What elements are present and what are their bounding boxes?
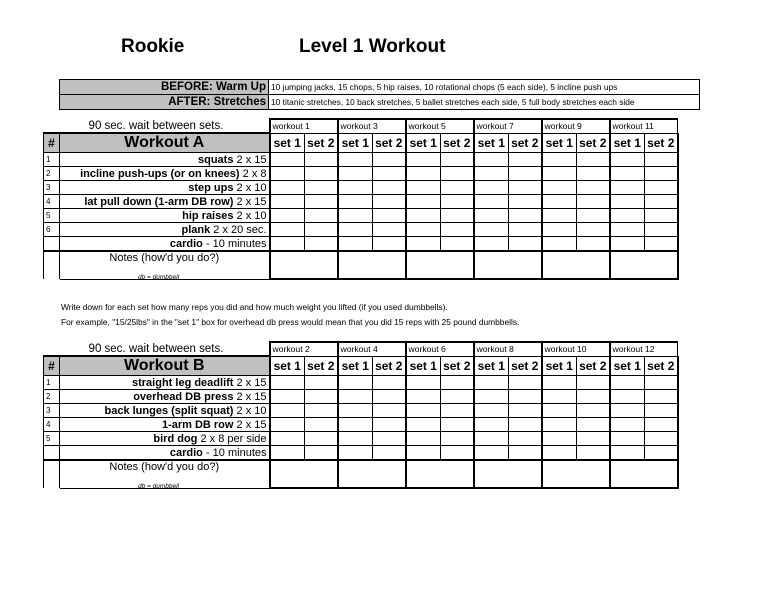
warmup-text: 10 jumping jacks, 15 chops, 5 hip raises, 10 rotational chops (5 each side), 5 incline push ups: [269, 80, 700, 95]
set-entry-cell[interactable]: [338, 404, 373, 418]
set-entry-cell[interactable]: [577, 432, 610, 446]
set-entry-cell[interactable]: [441, 223, 474, 237]
notes-cell[interactable]: [338, 460, 406, 488]
set-entry-cell[interactable]: [542, 181, 577, 195]
exercise-label: [60, 181, 270, 195]
exercise-label: [60, 167, 270, 181]
set-entry-cell[interactable]: [577, 167, 610, 181]
exercise-number: 4: [44, 418, 60, 432]
set-entry-cell[interactable]: [542, 432, 577, 446]
set-entry-cell[interactable]: [305, 209, 338, 223]
set-entry-cell[interactable]: [373, 195, 406, 209]
set-entry-cell[interactable]: [406, 153, 441, 167]
set-entry-cell[interactable]: [610, 195, 645, 209]
set-entry-cell[interactable]: [441, 418, 474, 432]
set-entry-cell[interactable]: [509, 167, 542, 181]
set-entry-cell[interactable]: [645, 181, 678, 195]
set-entry-cell[interactable]: [474, 195, 509, 209]
exercise-name: step ups: [188, 181, 234, 194]
exercise-reps: 2 x 8: [239, 167, 267, 180]
set-entry-cell[interactable]: [474, 404, 509, 418]
exercise-name: lat pull down (1-arm DB row): [84, 195, 234, 208]
workout-label: workout 8: [474, 342, 542, 356]
exercise-name: overhead DB press: [133, 390, 234, 403]
set-entry-cell[interactable]: [577, 181, 610, 195]
exercise-reps: 2 x 10: [233, 181, 267, 194]
workout-name: Workout B: [60, 356, 270, 376]
set-entry-cell[interactable]: [305, 446, 338, 461]
set-2-header: set 2: [509, 356, 542, 376]
set-entry-cell[interactable]: [645, 432, 678, 446]
set-entry-cell[interactable]: [270, 153, 305, 167]
exercise-label: [60, 223, 270, 237]
set-entry-cell[interactable]: [509, 237, 542, 252]
set-entry-cell[interactable]: [542, 195, 577, 209]
exercise-number: [44, 446, 60, 461]
set-entry-cell[interactable]: [474, 223, 509, 237]
workout-label: workout 7: [474, 119, 542, 133]
workout-label: workout 3: [338, 119, 406, 133]
set-entry-cell[interactable]: [441, 181, 474, 195]
set-1-header: set 1: [270, 133, 305, 153]
exercise-name: squats: [198, 153, 234, 166]
set-entry-cell[interactable]: [373, 418, 406, 432]
set-entry-cell[interactable]: [305, 195, 338, 209]
exercise-row: [44, 153, 678, 167]
set-entry-cell[interactable]: [542, 418, 577, 432]
set-entry-cell[interactable]: [305, 153, 338, 167]
workout-b-table: [43, 341, 679, 489]
exercise-number: 1: [44, 376, 60, 390]
set-entry-cell[interactable]: [645, 446, 678, 461]
set-entry-cell[interactable]: [373, 446, 406, 461]
workout-label: workout 2: [270, 342, 338, 356]
number-header: #: [44, 133, 60, 153]
set-entry-cell[interactable]: [577, 418, 610, 432]
exercise-reps: 2 x 10: [233, 209, 267, 222]
set-entry-cell[interactable]: [610, 418, 645, 432]
set-1-header: set 1: [474, 133, 509, 153]
set-entry-cell[interactable]: [577, 223, 610, 237]
set-entry-cell[interactable]: [305, 237, 338, 252]
set-entry-cell[interactable]: [441, 167, 474, 181]
notes-cell[interactable]: [270, 251, 338, 279]
exercise-number: [44, 237, 60, 252]
set-entry-cell[interactable]: [406, 404, 441, 418]
set-entry-cell[interactable]: [441, 446, 474, 461]
exercise-name: 1-arm DB row: [161, 418, 234, 431]
exercise-label: [60, 209, 270, 223]
set-entry-cell[interactable]: [406, 209, 441, 223]
set-entry-cell[interactable]: [645, 376, 678, 390]
set-1-header: set 1: [406, 133, 441, 153]
instructions-line-2: For example, "15/25lbs" in the "set 1" box for overhead db press would mean that you did 15 reps with 25 pound dumbbells.: [61, 317, 520, 327]
exercise-reps: 2 x 15: [233, 195, 267, 208]
set-entry-cell[interactable]: [509, 209, 542, 223]
exercise-number: 5: [44, 432, 60, 446]
set-entry-cell[interactable]: [645, 153, 678, 167]
set-entry-cell[interactable]: [577, 153, 610, 167]
set-entry-cell[interactable]: [406, 390, 441, 404]
exercise-name: plank: [181, 223, 211, 236]
notes-blank: [44, 251, 60, 279]
exercise-reps: 2 x 20 sec.: [210, 223, 267, 236]
exercise-label: [60, 418, 270, 432]
set-2-header: set 2: [645, 133, 678, 153]
set-1-header: set 1: [338, 356, 373, 376]
exercise-row: [44, 432, 678, 446]
workout-label: workout 4: [338, 342, 406, 356]
set-2-header: set 2: [373, 133, 406, 153]
set-entry-cell[interactable]: [305, 432, 338, 446]
exercise-number: 2: [44, 390, 60, 404]
set-entry-cell[interactable]: [406, 167, 441, 181]
set-1-header: set 1: [338, 133, 373, 153]
set-1-header: set 1: [542, 356, 577, 376]
set-entry-cell[interactable]: [542, 223, 577, 237]
notes-cell[interactable]: [610, 460, 678, 488]
set-entry-cell[interactable]: [305, 404, 338, 418]
set-entry-cell[interactable]: [406, 195, 441, 209]
set-1-header: set 1: [474, 356, 509, 376]
set-entry-cell[interactable]: [474, 446, 509, 461]
set-entry-cell[interactable]: [577, 390, 610, 404]
exercise-number: 1: [44, 153, 60, 167]
set-entry-cell[interactable]: [338, 153, 373, 167]
warmup-label: BEFORE: Warm Up: [60, 80, 269, 95]
set-entry-cell[interactable]: [509, 446, 542, 461]
set-entry-cell[interactable]: [474, 153, 509, 167]
set-entry-cell[interactable]: [441, 195, 474, 209]
exercise-reps: 2 x 15: [233, 418, 267, 431]
set-entry-cell[interactable]: [270, 167, 305, 181]
exercise-label: [60, 446, 270, 461]
set-entry-cell[interactable]: [373, 153, 406, 167]
set-entry-cell[interactable]: [542, 237, 577, 252]
notes-cell[interactable]: [474, 251, 542, 279]
set-entry-cell[interactable]: [577, 446, 610, 461]
set-entry-cell[interactable]: [610, 404, 645, 418]
exercise-row: [44, 167, 678, 181]
set-entry-cell[interactable]: [338, 195, 373, 209]
set-entry-cell[interactable]: [338, 432, 373, 446]
set-1-header: set 1: [610, 356, 645, 376]
exercise-label: [60, 237, 270, 252]
set-entry-cell[interactable]: [509, 418, 542, 432]
exercise-label: [60, 404, 270, 418]
workout-name: Workout A: [60, 133, 270, 153]
set-entry-cell[interactable]: [270, 209, 305, 223]
set-entry-cell[interactable]: [645, 209, 678, 223]
set-entry-cell[interactable]: [406, 432, 441, 446]
warmup-table: [59, 79, 700, 110]
set-entry-cell[interactable]: [373, 181, 406, 195]
workout-label: workout 5: [406, 119, 474, 133]
set-entry-cell[interactable]: [474, 167, 509, 181]
set-entry-cell[interactable]: [338, 223, 373, 237]
set-entry-cell[interactable]: [645, 404, 678, 418]
exercise-row: [44, 376, 678, 390]
exercise-row: [44, 446, 678, 461]
set-entry-cell[interactable]: [610, 167, 645, 181]
set-entry-cell[interactable]: [441, 376, 474, 390]
set-entry-cell[interactable]: [645, 195, 678, 209]
level-title: Rookie: [121, 36, 185, 57]
set-entry-cell[interactable]: [610, 237, 645, 252]
set-entry-cell[interactable]: [610, 432, 645, 446]
set-2-header: set 2: [441, 133, 474, 153]
set-entry-cell[interactable]: [406, 418, 441, 432]
set-1-header: set 1: [542, 133, 577, 153]
set-entry-cell[interactable]: [406, 181, 441, 195]
footnote: db = dumbbell: [138, 483, 180, 490]
set-entry-cell[interactable]: [474, 237, 509, 252]
wait-note: 90 sec. wait between sets.: [88, 119, 224, 132]
set-2-header: set 2: [577, 356, 610, 376]
workout-label: workout 10: [542, 342, 610, 356]
exercise-reps: 2 x 15: [233, 376, 267, 389]
notes-label: Notes (how'd you do?): [60, 251, 270, 279]
set-entry-cell[interactable]: [509, 390, 542, 404]
set-entry-cell[interactable]: [474, 418, 509, 432]
set-entry-cell[interactable]: [270, 376, 305, 390]
set-entry-cell[interactable]: [406, 223, 441, 237]
notes-cell[interactable]: [406, 251, 474, 279]
number-header: #: [44, 356, 60, 376]
set-entry-cell[interactable]: [509, 195, 542, 209]
set-entry-cell[interactable]: [338, 446, 373, 461]
set-entry-cell[interactable]: [338, 181, 373, 195]
exercise-name: cardio: [169, 446, 203, 459]
set-entry-cell[interactable]: [305, 390, 338, 404]
set-entry-cell[interactable]: [406, 446, 441, 461]
set-entry-cell[interactable]: [373, 404, 406, 418]
set-entry-cell[interactable]: [645, 418, 678, 432]
set-entry-cell[interactable]: [610, 153, 645, 167]
workout-label: workout 11: [610, 119, 678, 133]
set-entry-cell[interactable]: [645, 237, 678, 252]
exercise-row: [44, 181, 678, 195]
exercise-reps: - 10 minutes: [202, 446, 267, 459]
set-entry-cell[interactable]: [441, 390, 474, 404]
set-entry-cell[interactable]: [474, 432, 509, 446]
set-entry-cell[interactable]: [305, 418, 338, 432]
exercise-number: 2: [44, 167, 60, 181]
set-entry-cell[interactable]: [610, 181, 645, 195]
set-entry-cell[interactable]: [270, 446, 305, 461]
set-2-header: set 2: [373, 356, 406, 376]
set-entry-cell[interactable]: [270, 223, 305, 237]
set-entry-cell[interactable]: [270, 404, 305, 418]
exercise-row: [44, 404, 678, 418]
exercise-name: bird dog: [153, 432, 198, 445]
exercise-row: [44, 237, 678, 252]
exercise-reps: 2 x 15: [233, 390, 267, 403]
set-2-header: set 2: [305, 133, 338, 153]
set-entry-cell[interactable]: [577, 237, 610, 252]
set-entry-cell[interactable]: [509, 404, 542, 418]
exercise-label: [60, 390, 270, 404]
set-entry-cell[interactable]: [305, 376, 338, 390]
set-entry-cell[interactable]: [645, 390, 678, 404]
exercise-reps: 2 x 10: [233, 404, 267, 417]
workout-label: workout 12: [610, 342, 678, 356]
set-1-header: set 1: [270, 356, 305, 376]
exercise-reps: 2 x 8 per side: [197, 432, 267, 445]
exercise-number: 3: [44, 181, 60, 195]
exercise-number: 3: [44, 404, 60, 418]
set-entry-cell[interactable]: [338, 167, 373, 181]
set-entry-cell[interactable]: [270, 432, 305, 446]
workout-label: workout 9: [542, 119, 610, 133]
exercise-reps: 2 x 15: [233, 153, 267, 166]
set-entry-cell[interactable]: [305, 223, 338, 237]
footnote: db = dumbbell: [138, 274, 180, 281]
set-2-header: set 2: [509, 133, 542, 153]
exercise-number: 5: [44, 209, 60, 223]
exercise-label: [60, 432, 270, 446]
set-entry-cell[interactable]: [338, 390, 373, 404]
set-entry-cell[interactable]: [373, 167, 406, 181]
set-entry-cell[interactable]: [441, 237, 474, 252]
set-1-header: set 1: [406, 356, 441, 376]
notes-label: Notes (how'd you do?): [60, 460, 270, 488]
page-title: Level 1 Workout: [299, 36, 446, 57]
exercise-label: [60, 195, 270, 209]
set-entry-cell[interactable]: [474, 376, 509, 390]
set-entry-cell[interactable]: [270, 390, 305, 404]
set-entry-cell[interactable]: [406, 237, 441, 252]
set-entry-cell[interactable]: [270, 418, 305, 432]
set-entry-cell[interactable]: [542, 390, 577, 404]
set-entry-cell[interactable]: [509, 376, 542, 390]
workout-a-table: [43, 118, 679, 280]
set-entry-cell[interactable]: [305, 181, 338, 195]
exercise-row: [44, 195, 678, 209]
exercise-name: cardio: [169, 237, 203, 250]
exercise-name: straight leg deadlift: [132, 376, 234, 389]
exercise-name: hip raises: [182, 209, 234, 222]
set-entry-cell[interactable]: [338, 376, 373, 390]
wait-note: 90 sec. wait between sets.: [88, 342, 224, 355]
exercise-row: [44, 390, 678, 404]
set-entry-cell[interactable]: [610, 390, 645, 404]
set-entry-cell[interactable]: [645, 167, 678, 181]
notes-cell[interactable]: [270, 460, 338, 488]
set-entry-cell[interactable]: [577, 209, 610, 223]
exercise-reps: - 10 minutes: [202, 237, 267, 250]
set-1-header: set 1: [610, 133, 645, 153]
set-entry-cell[interactable]: [542, 167, 577, 181]
set-entry-cell[interactable]: [509, 153, 542, 167]
workout-label: workout 6: [406, 342, 474, 356]
set-entry-cell[interactable]: [474, 209, 509, 223]
set-entry-cell[interactable]: [610, 446, 645, 461]
exercise-row: [44, 209, 678, 223]
exercise-name: back lunges (split squat): [104, 404, 234, 417]
set-entry-cell[interactable]: [610, 223, 645, 237]
notes-cell[interactable]: [610, 251, 678, 279]
set-entry-cell[interactable]: [577, 376, 610, 390]
set-entry-cell[interactable]: [509, 223, 542, 237]
set-entry-cell[interactable]: [509, 432, 542, 446]
notes-blank: [44, 460, 60, 488]
exercise-label: [60, 153, 270, 167]
set-entry-cell[interactable]: [338, 237, 373, 252]
set-entry-cell[interactable]: [610, 209, 645, 223]
set-entry-cell[interactable]: [373, 376, 406, 390]
set-2-header: set 2: [645, 356, 678, 376]
exercise-number: 4: [44, 195, 60, 209]
set-entry-cell[interactable]: [542, 446, 577, 461]
set-entry-cell[interactable]: [305, 167, 338, 181]
set-entry-cell[interactable]: [441, 432, 474, 446]
exercise-number: 6: [44, 223, 60, 237]
set-entry-cell[interactable]: [610, 376, 645, 390]
notes-cell[interactable]: [338, 251, 406, 279]
set-entry-cell[interactable]: [270, 195, 305, 209]
set-entry-cell[interactable]: [338, 209, 373, 223]
set-entry-cell[interactable]: [441, 404, 474, 418]
set-entry-cell[interactable]: [509, 181, 542, 195]
stretches-label: AFTER: Stretches: [60, 95, 269, 110]
set-entry-cell[interactable]: [270, 237, 305, 252]
notes-cell[interactable]: [542, 460, 610, 488]
set-entry-cell[interactable]: [577, 195, 610, 209]
set-2-header: set 2: [441, 356, 474, 376]
set-2-header: set 2: [577, 133, 610, 153]
set-entry-cell[interactable]: [406, 376, 441, 390]
set-entry-cell[interactable]: [373, 432, 406, 446]
set-entry-cell[interactable]: [645, 223, 678, 237]
notes-cell[interactable]: [406, 460, 474, 488]
set-entry-cell[interactable]: [441, 209, 474, 223]
set-entry-cell[interactable]: [542, 376, 577, 390]
set-entry-cell[interactable]: [542, 404, 577, 418]
exercise-label: [60, 376, 270, 390]
instructions-line-1: Write down for each set how many reps you did and how much weight you lifted (if you used dumbbells).: [61, 302, 448, 312]
set-entry-cell[interactable]: [474, 390, 509, 404]
stretches-text: 10 titanic stretches, 10 back stretches, 5 ballet stretches each side, 5 full body stretches each side: [269, 95, 700, 110]
set-entry-cell[interactable]: [474, 181, 509, 195]
exercise-row: [44, 418, 678, 432]
exercise-name: incline push-ups (or on knees): [80, 167, 240, 180]
set-entry-cell[interactable]: [373, 223, 406, 237]
set-entry-cell[interactable]: [542, 209, 577, 223]
set-entry-cell[interactable]: [270, 181, 305, 195]
exercise-row: [44, 223, 678, 237]
workout-label: workout 1: [270, 119, 338, 133]
set-entry-cell[interactable]: [542, 153, 577, 167]
notes-cell[interactable]: [542, 251, 610, 279]
notes-cell[interactable]: [474, 460, 542, 488]
set-entry-cell[interactable]: [373, 237, 406, 252]
set-entry-cell[interactable]: [441, 153, 474, 167]
set-entry-cell[interactable]: [338, 418, 373, 432]
set-2-header: set 2: [305, 356, 338, 376]
set-entry-cell[interactable]: [373, 390, 406, 404]
set-entry-cell[interactable]: [373, 209, 406, 223]
set-entry-cell[interactable]: [577, 404, 610, 418]
